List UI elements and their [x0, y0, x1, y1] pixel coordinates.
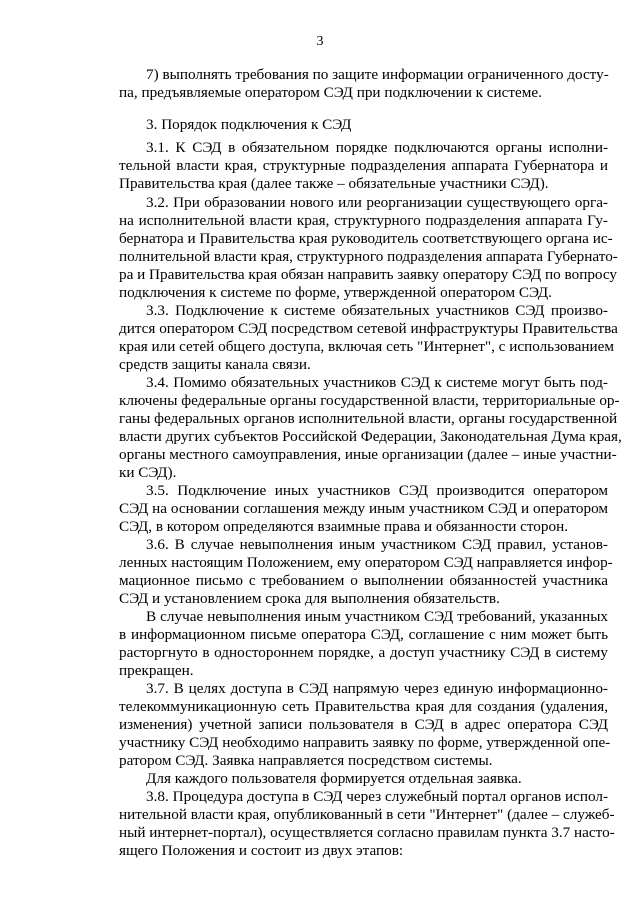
text-line: ящего Положения и состоит из двух этапов: [119, 842, 404, 859]
text-line: 3.5. Подключение иных участников СЭД производится оператором [146, 482, 608, 499]
text-line: мационное письмо с требованием о выполнении обязанностей участника [119, 572, 608, 589]
text-line: 7) выполнять требования по защите информации ограниченного досту- [146, 66, 609, 83]
text-line: изменения) учетной записи пользователя в СЭД в адрес оператора СЭД [119, 716, 608, 733]
text-line: 3.2. При образовании нового или реорганизации существующего орга- [146, 194, 608, 211]
text-line: 3.4. Помимо обязательных участников СЭД к системе могут быть под- [146, 374, 608, 391]
text-line: ратором СЭД. Заявка направляется посредством системы. [119, 752, 493, 769]
text-line: ленных настоящим Положением, ему оператором СЭД направляется инфор- [119, 554, 613, 571]
section-heading: 3. Порядок подключения к СЭД [146, 116, 352, 133]
text-line: органы местного самоуправления, иные организации (далее – иные участни- [119, 446, 617, 463]
text-line: 3.6. В случае невыполнения иным участником СЭД правил, установ- [146, 536, 608, 553]
text-line: СЭД, в котором определяются взаимные права и обязанности сторон. [119, 518, 569, 535]
text-line: расторгнуто в одностороннем порядке, а доступ участнику СЭД в систему [119, 644, 608, 661]
text-line: участнику СЭД необходимо направить заявку по форме, утвержденной опе- [119, 734, 611, 751]
text-line: власти других субъектов Российской Федерации, Законодательная Дума края, [119, 428, 622, 445]
text-line: полнительной власти края, структурного подразделения аппарата Губернато- [119, 248, 618, 265]
text-line: тельной власти края, структурные подразделения аппарата Губернатора и [119, 157, 608, 174]
text-line: нительной власти края, опубликованный в сети "Интернет" (далее – служеб- [119, 806, 615, 823]
text-line: 3.1. К СЭД в обязательном порядке подключаются органы исполни- [146, 139, 608, 156]
page-number: 3 [316, 34, 324, 49]
text-line: дится оператором СЭД посредством сетевой инфраструктуры Правительства [119, 320, 618, 337]
text-line: ра и Правительства края обязан направить заявку оператору СЭД по вопросу [119, 266, 618, 283]
text-line: Правительства края (далее также – обязательные участники СЭД). [119, 175, 549, 192]
text-line: па, предъявляемые оператором СЭД при подключении к системе. [119, 84, 542, 101]
text-line: телекоммуникационную сеть Правительства края для создания (удаления, [119, 698, 608, 715]
text-line: ключены федеральные органы государственной власти, территориальные ор- [119, 392, 620, 409]
text-line: 3.3. Подключение к системе обязательных участников СЭД произво- [146, 302, 608, 319]
text-line: ганы федеральных органов исполнительной власти, органы государственной [119, 410, 618, 427]
text-line: ный интернет-портал), осуществляется согласно правилам пункта 3.7 насто- [119, 824, 615, 841]
text-line: ки СЭД). [119, 464, 177, 481]
text-line: 3.8. Процедура доступа в СЭД через служебный портал органов испол- [146, 788, 608, 805]
text-line: бернатора и Правительства края руководитель соответствующего органа ис- [119, 230, 613, 247]
text-line: СЭД на основании соглашения между иным участником СЭД и оператором [119, 500, 608, 517]
text-line: Для каждого пользователя формируется отдельная заявка. [146, 770, 522, 787]
text-line: подключения к системе по форме, утвержденной оператором СЭД. [119, 284, 552, 301]
text-line: В случае невыполнения иным участником СЭД требований, указанных [146, 608, 608, 625]
text-line: на исполнительной власти края, структурного подразделения аппарата Гу- [119, 212, 608, 229]
text-line: СЭД и установлением срока для выполнения обязательств. [119, 590, 500, 607]
text-line: 3.7. В целях доступа в СЭД напрямую через единую информационно- [146, 680, 608, 697]
text-line: края или сетей общего доступа, включая сеть "Интернет", с использованием [119, 338, 614, 355]
text-line: в информационном письме оператора СЭД, соглашение с ним может быть [119, 626, 608, 643]
text-line: прекращен. [119, 662, 194, 679]
text-line: средств защиты канала связи. [119, 356, 311, 373]
